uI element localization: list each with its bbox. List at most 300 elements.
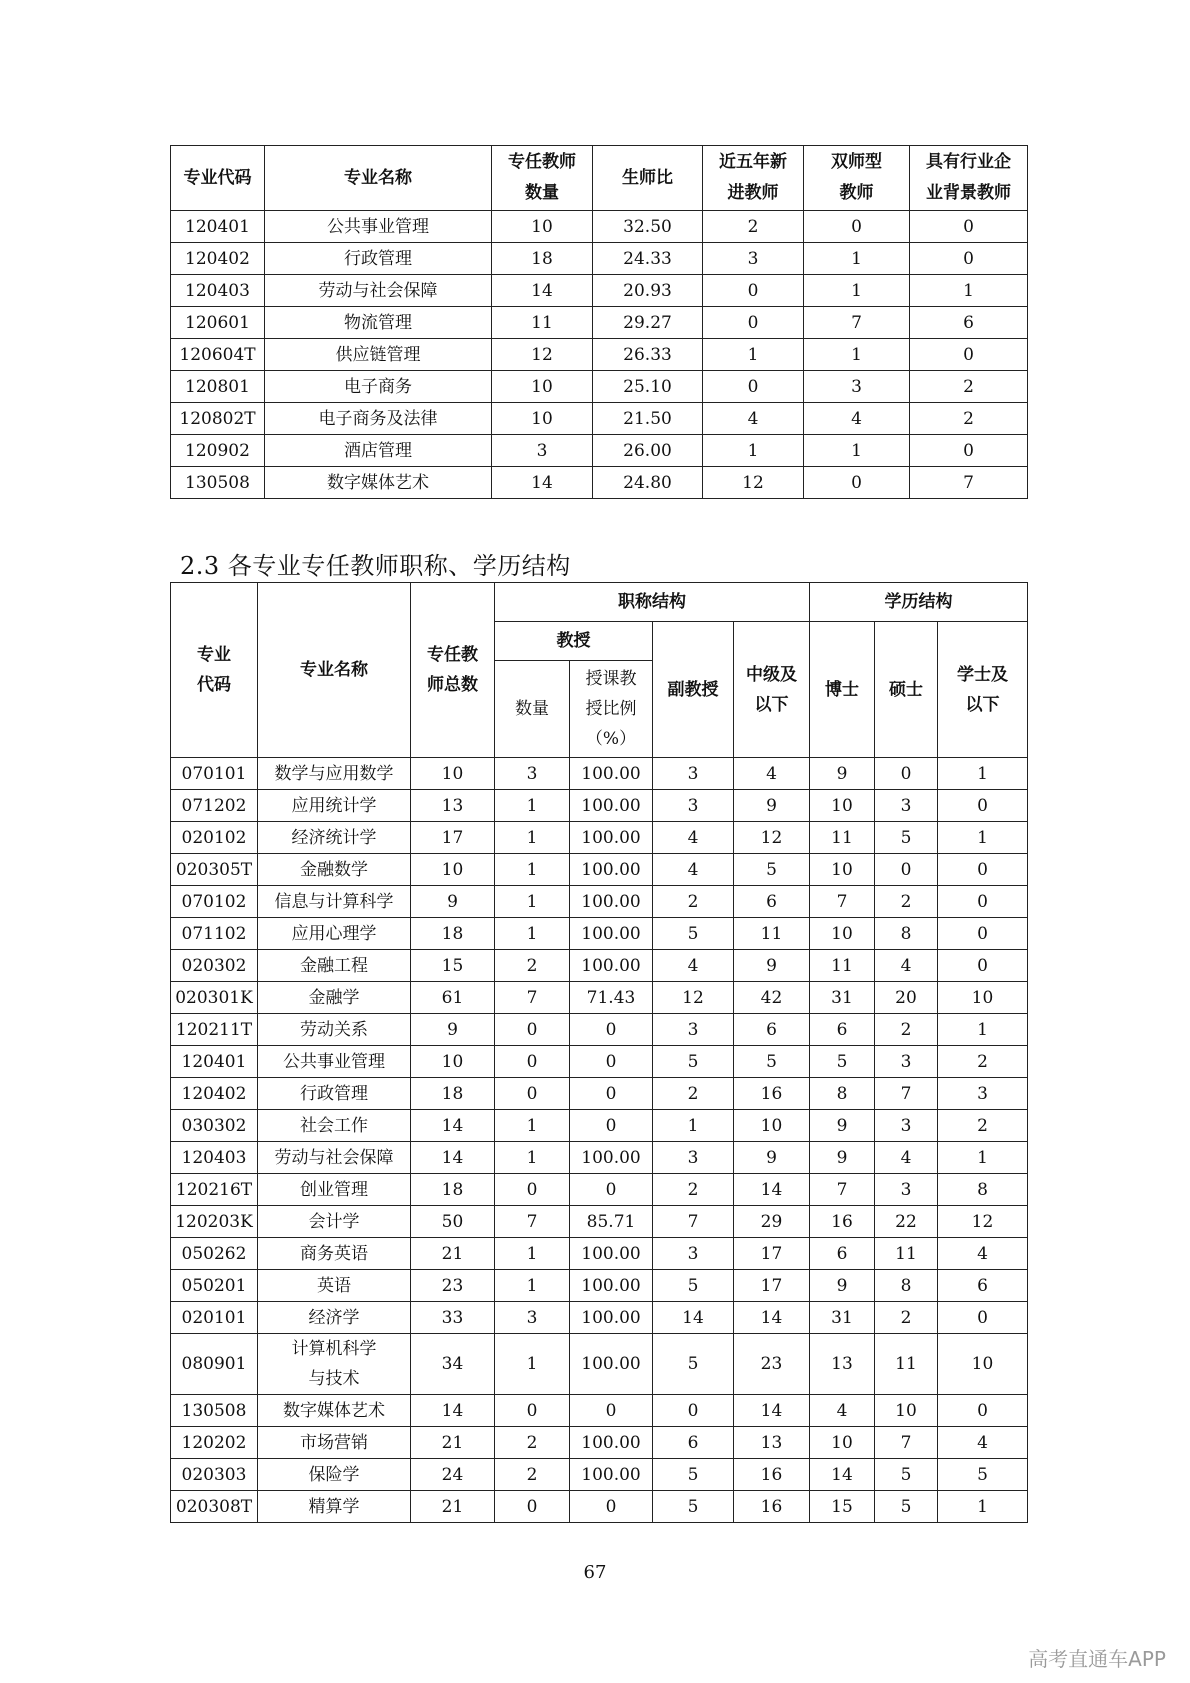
watermark: 高考直通车APP bbox=[1028, 1647, 1166, 1671]
table-cell: 120601 bbox=[171, 307, 265, 339]
table-cell: 2 bbox=[653, 1078, 734, 1110]
table-row bbox=[171, 467, 1028, 499]
table-cell: 29 bbox=[734, 1206, 810, 1238]
table-cell: 行政管理 bbox=[258, 1078, 411, 1110]
table-row bbox=[171, 1427, 1028, 1459]
table-cell: 29.27 bbox=[593, 307, 703, 339]
table-cell: 11 bbox=[810, 950, 875, 982]
table-cell: 会计学 bbox=[258, 1206, 411, 1238]
table-cell: 100.00 bbox=[570, 1270, 653, 1302]
table-cell: 10 bbox=[492, 211, 593, 243]
table-cell: 17 bbox=[734, 1238, 810, 1270]
table-cell: 10 bbox=[875, 1395, 938, 1427]
table-cell: 2 bbox=[653, 1174, 734, 1206]
table-cell: 10 bbox=[810, 918, 875, 950]
table-cell: 6 bbox=[910, 307, 1028, 339]
table-cell: 50 bbox=[411, 1206, 495, 1238]
table-cell: 21.50 bbox=[593, 403, 703, 435]
table-cell: 100.00 bbox=[570, 822, 653, 854]
table-cell: 2 bbox=[875, 1014, 938, 1046]
table-cell: 020102 bbox=[171, 822, 258, 854]
header-professor-count: 数量 bbox=[495, 661, 570, 758]
table-cell: 1 bbox=[804, 275, 910, 307]
table-cell: 18 bbox=[411, 918, 495, 950]
table-cell: 1 bbox=[495, 790, 570, 822]
table-row bbox=[171, 1174, 1028, 1206]
table-cell: 5 bbox=[875, 1491, 938, 1523]
table-cell: 15 bbox=[810, 1491, 875, 1523]
table-cell: 61 bbox=[411, 982, 495, 1014]
table-cell: 7 bbox=[804, 307, 910, 339]
table-cell: 0 bbox=[703, 275, 804, 307]
table-row bbox=[171, 211, 1028, 243]
table-cell: 应用统计学 bbox=[258, 790, 411, 822]
table-cell: 3 bbox=[653, 1238, 734, 1270]
table-row bbox=[171, 275, 1028, 307]
table-cell: 5 bbox=[938, 1459, 1028, 1491]
table-cell: 4 bbox=[653, 822, 734, 854]
table-cell: 1 bbox=[910, 275, 1028, 307]
table-cell: 17 bbox=[734, 1270, 810, 1302]
table-cell: 3 bbox=[875, 1110, 938, 1142]
table-cell: 4 bbox=[653, 950, 734, 982]
table-cell: 金融工程 bbox=[258, 950, 411, 982]
table-row bbox=[171, 982, 1028, 1014]
table-cell: 030302 bbox=[171, 1110, 258, 1142]
table-cell: 26.00 bbox=[593, 435, 703, 467]
faculty-structure-table bbox=[170, 582, 1028, 1523]
table-cell: 8 bbox=[875, 918, 938, 950]
header-doctor: 博士 bbox=[810, 622, 875, 758]
table-cell: 050201 bbox=[171, 1270, 258, 1302]
table-cell: 11 bbox=[810, 822, 875, 854]
table-row bbox=[171, 1078, 1028, 1110]
table-cell: 120402 bbox=[171, 243, 265, 275]
table-row bbox=[171, 1459, 1028, 1491]
table-cell: 9 bbox=[734, 790, 810, 822]
table-cell: 0 bbox=[938, 886, 1028, 918]
table-cell: 1 bbox=[495, 918, 570, 950]
table-cell: 5 bbox=[734, 854, 810, 886]
table-row bbox=[171, 435, 1028, 467]
column-header: 具有行业企 业背景教师 bbox=[910, 146, 1028, 211]
table-cell: 120203K bbox=[171, 1206, 258, 1238]
table-cell: 100.00 bbox=[570, 1302, 653, 1334]
table-cell: 24.33 bbox=[593, 243, 703, 275]
table-cell: 7 bbox=[495, 982, 570, 1014]
table-cell: 7 bbox=[875, 1078, 938, 1110]
table-cell: 酒店管理 bbox=[265, 435, 492, 467]
column-header: 专业名称 bbox=[265, 146, 492, 211]
table-cell: 21 bbox=[411, 1238, 495, 1270]
table-cell: 0 bbox=[938, 918, 1028, 950]
page-number: 67 bbox=[583, 1562, 607, 1583]
table-cell: 1 bbox=[703, 339, 804, 371]
table-cell: 0 bbox=[804, 467, 910, 499]
table-cell: 0 bbox=[910, 339, 1028, 371]
table-cell: 4 bbox=[875, 1142, 938, 1174]
table-cell: 英语 bbox=[258, 1270, 411, 1302]
table-cell: 2 bbox=[938, 1046, 1028, 1078]
table-cell: 26.33 bbox=[593, 339, 703, 371]
table-cell: 32.50 bbox=[593, 211, 703, 243]
table-cell: 0 bbox=[910, 435, 1028, 467]
table-cell: 15 bbox=[411, 950, 495, 982]
table-row bbox=[171, 1270, 1028, 1302]
table-row bbox=[171, 243, 1028, 275]
table-cell: 10 bbox=[492, 371, 593, 403]
table-cell: 7 bbox=[653, 1206, 734, 1238]
table-cell: 0 bbox=[703, 307, 804, 339]
table-cell: 2 bbox=[910, 371, 1028, 403]
table-cell: 0 bbox=[910, 243, 1028, 275]
table-cell: 0 bbox=[703, 371, 804, 403]
table-cell: 1 bbox=[495, 1334, 570, 1395]
table-cell: 100.00 bbox=[570, 918, 653, 950]
table-cell: 0 bbox=[495, 1174, 570, 1206]
header-total: 专任教 师总数 bbox=[411, 583, 495, 758]
table-row bbox=[171, 1046, 1028, 1078]
table-row bbox=[171, 1334, 1028, 1395]
table-cell: 应用心理学 bbox=[258, 918, 411, 950]
table-cell: 8 bbox=[810, 1078, 875, 1110]
table-cell: 050262 bbox=[171, 1238, 258, 1270]
table-cell: 13 bbox=[810, 1334, 875, 1395]
table-cell: 85.71 bbox=[570, 1206, 653, 1238]
table-cell: 保险学 bbox=[258, 1459, 411, 1491]
table-cell: 电子商务及法律 bbox=[265, 403, 492, 435]
table-cell: 100.00 bbox=[570, 854, 653, 886]
table-cell: 10 bbox=[938, 982, 1028, 1014]
table-cell: 3 bbox=[653, 1142, 734, 1174]
table-cell: 7 bbox=[810, 1174, 875, 1206]
table-cell: 7 bbox=[810, 886, 875, 918]
table-cell: 0 bbox=[570, 1046, 653, 1078]
table-cell: 计算机科学 与技术 bbox=[258, 1334, 411, 1395]
table-cell: 1 bbox=[938, 1014, 1028, 1046]
table-cell: 0 bbox=[938, 854, 1028, 886]
table-row bbox=[171, 1238, 1028, 1270]
table-cell: 33 bbox=[411, 1302, 495, 1334]
table-cell: 20.93 bbox=[593, 275, 703, 307]
table-cell: 120401 bbox=[171, 1046, 258, 1078]
table-cell: 25.10 bbox=[593, 371, 703, 403]
table-cell: 100.00 bbox=[570, 1334, 653, 1395]
table-cell: 1 bbox=[804, 339, 910, 371]
table-cell: 0 bbox=[570, 1395, 653, 1427]
table-cell: 120216T bbox=[171, 1174, 258, 1206]
table-cell: 0 bbox=[495, 1078, 570, 1110]
table-cell: 3 bbox=[804, 371, 910, 403]
table-cell: 1 bbox=[495, 1270, 570, 1302]
table-cell: 100.00 bbox=[570, 790, 653, 822]
table-cell: 120401 bbox=[171, 211, 265, 243]
table-cell: 6 bbox=[734, 886, 810, 918]
table-cell: 23 bbox=[411, 1270, 495, 1302]
table-cell: 9 bbox=[411, 886, 495, 918]
header-education-structure: 学历结构 bbox=[810, 583, 1028, 622]
table-cell: 2 bbox=[938, 1110, 1028, 1142]
table-cell: 6 bbox=[938, 1270, 1028, 1302]
table-cell: 18 bbox=[411, 1078, 495, 1110]
table-cell: 0 bbox=[570, 1078, 653, 1110]
table-cell: 数字媒体艺术 bbox=[265, 467, 492, 499]
table-cell: 16 bbox=[734, 1491, 810, 1523]
column-header: 近五年新 进教师 bbox=[703, 146, 804, 211]
table-cell: 10 bbox=[411, 1046, 495, 1078]
table-cell: 金融学 bbox=[258, 982, 411, 1014]
table-cell: 3 bbox=[653, 758, 734, 790]
table-cell: 11 bbox=[492, 307, 593, 339]
table-row bbox=[171, 854, 1028, 886]
table-cell: 120801 bbox=[171, 371, 265, 403]
table-row bbox=[171, 1014, 1028, 1046]
table-cell: 16 bbox=[734, 1078, 810, 1110]
table-row bbox=[171, 1110, 1028, 1142]
table-cell: 100.00 bbox=[570, 886, 653, 918]
table-cell: 020301K bbox=[171, 982, 258, 1014]
table-row bbox=[171, 403, 1028, 435]
table-cell: 10 bbox=[810, 854, 875, 886]
table-cell: 0 bbox=[653, 1395, 734, 1427]
table-cell: 创业管理 bbox=[258, 1174, 411, 1206]
table-cell: 0 bbox=[495, 1491, 570, 1523]
table-cell: 4 bbox=[810, 1395, 875, 1427]
table-row bbox=[171, 790, 1028, 822]
table-cell: 120403 bbox=[171, 275, 265, 307]
table-cell: 14 bbox=[492, 467, 593, 499]
table-cell: 22 bbox=[875, 1206, 938, 1238]
table-cell: 5 bbox=[653, 1459, 734, 1491]
table-cell: 3 bbox=[492, 435, 593, 467]
table-cell: 10 bbox=[938, 1334, 1028, 1395]
table-cell: 数学与应用数学 bbox=[258, 758, 411, 790]
table-cell: 070101 bbox=[171, 758, 258, 790]
table-cell: 100.00 bbox=[570, 1238, 653, 1270]
table-cell: 1 bbox=[495, 886, 570, 918]
table-cell: 100.00 bbox=[570, 1427, 653, 1459]
table-cell: 18 bbox=[411, 1174, 495, 1206]
table-cell: 7 bbox=[495, 1206, 570, 1238]
table-cell: 12 bbox=[492, 339, 593, 371]
table-cell: 4 bbox=[734, 758, 810, 790]
table-cell: 1 bbox=[938, 1491, 1028, 1523]
table-cell: 12 bbox=[703, 467, 804, 499]
table-cell: 24.80 bbox=[593, 467, 703, 499]
table-cell: 020302 bbox=[171, 950, 258, 982]
table-cell: 020308T bbox=[171, 1491, 258, 1523]
table-cell: 公共事业管理 bbox=[258, 1046, 411, 1078]
table-cell: 100.00 bbox=[570, 950, 653, 982]
table-cell: 9 bbox=[810, 1270, 875, 1302]
table-cell: 金融数学 bbox=[258, 854, 411, 886]
table-cell: 1 bbox=[703, 435, 804, 467]
table-cell: 1 bbox=[938, 758, 1028, 790]
table-cell: 12 bbox=[734, 822, 810, 854]
table-cell: 信息与计算科学 bbox=[258, 886, 411, 918]
table-row bbox=[171, 339, 1028, 371]
table-cell: 130508 bbox=[171, 1395, 258, 1427]
header-master: 硕士 bbox=[875, 622, 938, 758]
table-row bbox=[171, 950, 1028, 982]
table-cell: 1 bbox=[938, 822, 1028, 854]
table-cell: 10 bbox=[734, 1110, 810, 1142]
table-cell: 12 bbox=[653, 982, 734, 1014]
table-cell: 120604T bbox=[171, 339, 265, 371]
header-bachelor-below: 学士及 以下 bbox=[938, 622, 1028, 758]
table-cell: 7 bbox=[910, 467, 1028, 499]
table-cell: 24 bbox=[411, 1459, 495, 1491]
table-cell: 1 bbox=[653, 1110, 734, 1142]
table-cell: 2 bbox=[910, 403, 1028, 435]
table-cell: 6 bbox=[810, 1014, 875, 1046]
header-professor: 教授 bbox=[495, 622, 653, 661]
table-cell: 31 bbox=[810, 1302, 875, 1334]
table-cell: 8 bbox=[875, 1270, 938, 1302]
table-cell: 7 bbox=[875, 1427, 938, 1459]
table-cell: 数字媒体艺术 bbox=[258, 1395, 411, 1427]
table-row bbox=[171, 886, 1028, 918]
table-cell: 21 bbox=[411, 1491, 495, 1523]
table-cell: 0 bbox=[570, 1491, 653, 1523]
table-cell: 071102 bbox=[171, 918, 258, 950]
table-cell: 3 bbox=[653, 1014, 734, 1046]
table-cell: 14 bbox=[734, 1174, 810, 1206]
table-cell: 11 bbox=[875, 1334, 938, 1395]
table-cell: 1 bbox=[938, 1142, 1028, 1174]
table-cell: 1 bbox=[495, 1110, 570, 1142]
table-cell: 120403 bbox=[171, 1142, 258, 1174]
table-row bbox=[171, 918, 1028, 950]
table-cell: 2 bbox=[875, 886, 938, 918]
table-cell: 9 bbox=[411, 1014, 495, 1046]
table-cell: 经济学 bbox=[258, 1302, 411, 1334]
table-cell: 2 bbox=[495, 950, 570, 982]
table-cell: 17 bbox=[411, 822, 495, 854]
table-row bbox=[171, 822, 1028, 854]
table-cell: 12 bbox=[938, 1206, 1028, 1238]
table-row bbox=[171, 1395, 1028, 1427]
table-cell: 2 bbox=[495, 1427, 570, 1459]
table-cell: 1 bbox=[495, 822, 570, 854]
table-cell: 6 bbox=[734, 1014, 810, 1046]
table-cell: 0 bbox=[495, 1395, 570, 1427]
table-cell: 0 bbox=[910, 211, 1028, 243]
table-cell: 商务英语 bbox=[258, 1238, 411, 1270]
table-cell: 020101 bbox=[171, 1302, 258, 1334]
table-cell: 1 bbox=[804, 243, 910, 275]
table-row bbox=[171, 307, 1028, 339]
table-cell: 3 bbox=[938, 1078, 1028, 1110]
section-title: 2.3 各专业专任教师职称、学历结构 bbox=[180, 552, 571, 580]
table-cell: 20 bbox=[875, 982, 938, 1014]
table-cell: 0 bbox=[804, 211, 910, 243]
table-cell: 劳动与社会保障 bbox=[258, 1142, 411, 1174]
table-cell: 10 bbox=[411, 854, 495, 886]
table-cell: 9 bbox=[810, 1142, 875, 1174]
table-cell: 6 bbox=[810, 1238, 875, 1270]
table-cell: 10 bbox=[810, 790, 875, 822]
table-cell: 31 bbox=[810, 982, 875, 1014]
table-cell: 5 bbox=[875, 822, 938, 854]
table-cell: 0 bbox=[570, 1110, 653, 1142]
table-cell: 21 bbox=[411, 1427, 495, 1459]
table-cell: 0 bbox=[495, 1014, 570, 1046]
table-cell: 经济统计学 bbox=[258, 822, 411, 854]
table-cell: 3 bbox=[875, 1174, 938, 1206]
header-intermediate-below: 中级及 以下 bbox=[734, 622, 810, 758]
table-cell: 11 bbox=[875, 1238, 938, 1270]
table-cell: 0 bbox=[570, 1174, 653, 1206]
table-cell: 5 bbox=[875, 1459, 938, 1491]
table-row bbox=[171, 758, 1028, 790]
table-cell: 14 bbox=[492, 275, 593, 307]
header-name: 专业名称 bbox=[258, 583, 411, 758]
table-cell: 130508 bbox=[171, 467, 265, 499]
table-cell: 5 bbox=[810, 1046, 875, 1078]
table-cell: 9 bbox=[734, 950, 810, 982]
table-cell: 10 bbox=[810, 1427, 875, 1459]
table-cell: 0 bbox=[938, 1302, 1028, 1334]
table-cell: 2 bbox=[703, 211, 804, 243]
table-row bbox=[171, 371, 1028, 403]
table-cell: 5 bbox=[653, 1334, 734, 1395]
table-cell: 行政管理 bbox=[265, 243, 492, 275]
table-cell: 劳动与社会保障 bbox=[265, 275, 492, 307]
table-cell: 4 bbox=[653, 854, 734, 886]
table-cell: 劳动关系 bbox=[258, 1014, 411, 1046]
table-cell: 10 bbox=[411, 758, 495, 790]
table-cell: 071202 bbox=[171, 790, 258, 822]
table-cell: 120402 bbox=[171, 1078, 258, 1110]
table-cell: 1 bbox=[495, 854, 570, 886]
faculty-summary-table bbox=[170, 145, 1028, 499]
table-cell: 14 bbox=[734, 1302, 810, 1334]
table-cell: 100.00 bbox=[570, 758, 653, 790]
table-cell: 080901 bbox=[171, 1334, 258, 1395]
table-cell: 71.43 bbox=[570, 982, 653, 1014]
header-associate-professor: 副教授 bbox=[653, 622, 734, 758]
table-cell: 社会工作 bbox=[258, 1110, 411, 1142]
table-cell: 16 bbox=[810, 1206, 875, 1238]
table-cell: 14 bbox=[653, 1302, 734, 1334]
table-cell: 120211T bbox=[171, 1014, 258, 1046]
table-cell: 2 bbox=[653, 886, 734, 918]
table-cell: 公共事业管理 bbox=[265, 211, 492, 243]
table-cell: 9 bbox=[810, 1110, 875, 1142]
table-row bbox=[171, 1302, 1028, 1334]
table-cell: 1 bbox=[495, 1142, 570, 1174]
header-code: 专业 代码 bbox=[171, 583, 258, 758]
column-header: 专任教师 数量 bbox=[492, 146, 593, 211]
table-cell: 14 bbox=[411, 1110, 495, 1142]
table-cell: 3 bbox=[875, 1046, 938, 1078]
table-cell: 0 bbox=[938, 1395, 1028, 1427]
table-cell: 14 bbox=[734, 1395, 810, 1427]
table-cell: 120202 bbox=[171, 1427, 258, 1459]
table-cell: 5 bbox=[734, 1046, 810, 1078]
column-header: 双师型 教师 bbox=[804, 146, 910, 211]
table-cell: 0 bbox=[938, 790, 1028, 822]
table-cell: 0 bbox=[495, 1046, 570, 1078]
table-cell: 13 bbox=[411, 790, 495, 822]
table-cell: 8 bbox=[938, 1174, 1028, 1206]
table-cell: 9 bbox=[734, 1142, 810, 1174]
table-cell: 电子商务 bbox=[265, 371, 492, 403]
table-cell: 1 bbox=[495, 1238, 570, 1270]
table-cell: 4 bbox=[938, 1238, 1028, 1270]
table-cell: 5 bbox=[653, 918, 734, 950]
